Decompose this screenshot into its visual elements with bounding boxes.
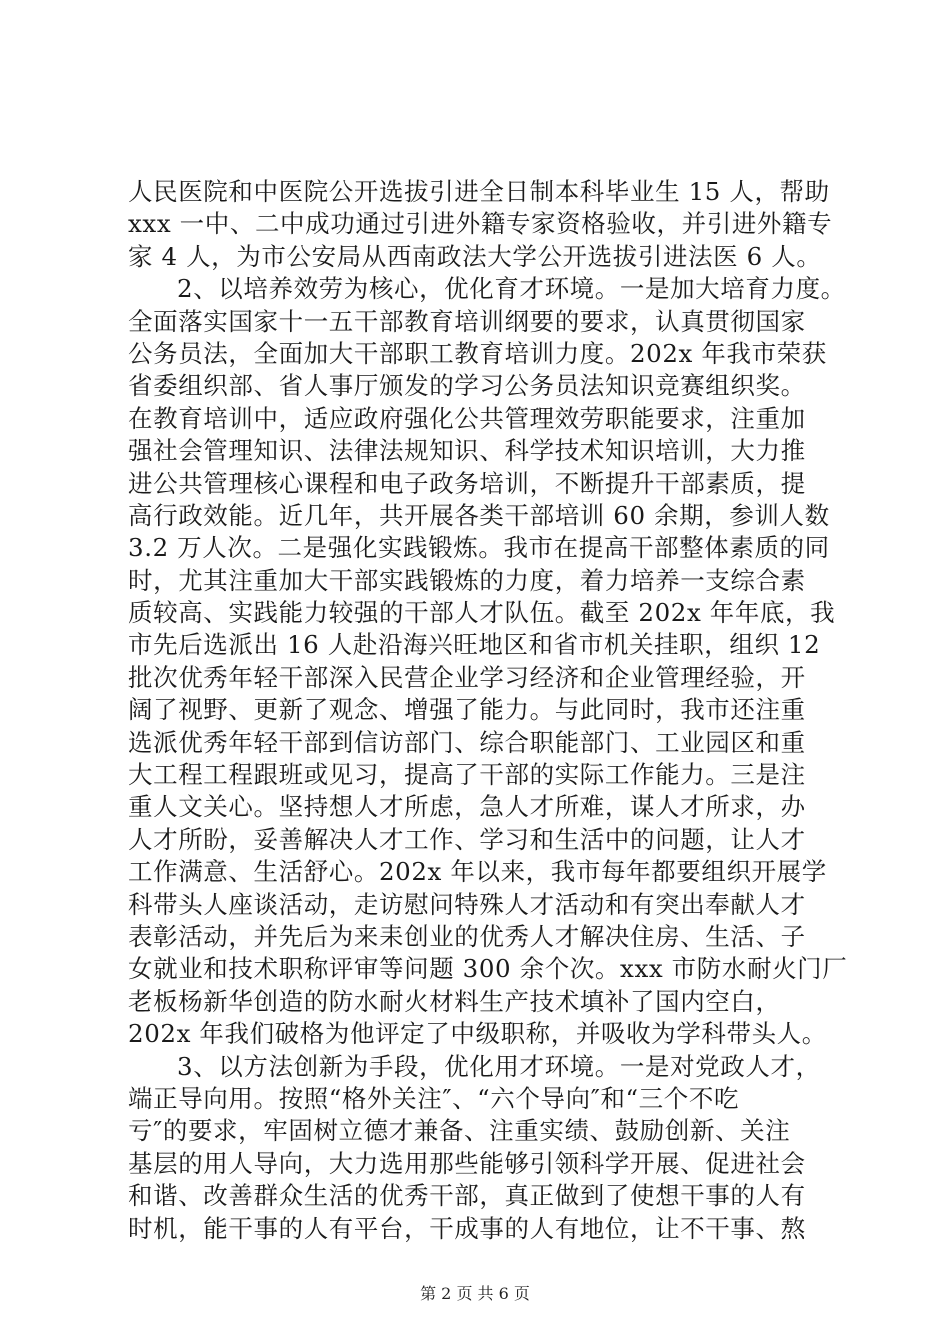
- text-line: 全面落实国家十一五干部教育培训纲要的要求，认真贯彻国家: [128, 306, 806, 336]
- text-line: 在教育培训中，适应政府强化公共管理效劳职能要求，注重加: [128, 403, 806, 433]
- text-line: 女就业和技术职称评审等问题 300 余个次。xxx 市防水耐火门厂: [128, 954, 848, 984]
- text-line: 2、以培养效劳为核心，优化育才环境。一是加大培育力度。: [177, 274, 846, 304]
- text-line: 质较高、实践能力较强的干部人才队伍。截至 202x 年年底，我: [128, 598, 836, 628]
- text-line: 科带头人座谈活动，走访慰问特殊人才活动和有突出奉献人才: [128, 889, 806, 919]
- text-line: 重人文关心。坚持想人才所虑，急人才所难，谋人才所求，办: [128, 792, 806, 822]
- text-line: 公务员法，全面加大干部职工教育培训力度。202x 年我市荣获: [128, 338, 827, 368]
- text-line: 3.2 万人次。二是强化实践锻炼。我市在提高干部整体素质的同: [128, 533, 830, 563]
- text-line: 批次优秀年轻干部深入民营企业学习经济和企业管理经验，开: [128, 662, 806, 692]
- text-line: 时，尤其注重加大干部实践锻炼的力度，着力培养一支综合素: [128, 565, 806, 595]
- text-line: xxx 一中、二中成功通过引进外籍专家资格验收，并引进外籍专: [128, 209, 833, 239]
- text-line: 3、以方法创新为手段，优化用才环境。一是对党政人才，: [177, 1051, 821, 1081]
- text-line: 老板杨新华创造的防水耐火材料生产技术填补了国内空白，: [128, 986, 781, 1016]
- text-line: 基层的用人导向，大力选用那些能够引领科学开展、促进社会: [128, 1148, 806, 1178]
- text-line: 工作满意、生活舒心。202x 年以来，我市每年都要组织开展学: [128, 857, 827, 887]
- text-line: 表彰活动，并先后为来耒创业的优秀人才解决住房、生活、子: [128, 921, 806, 951]
- page-number-footer: 第 2 页 共 6 页: [420, 1284, 530, 1303]
- text-line: 省委组织部、省人事厅颁发的学习公务员法知识竞赛组织奖。: [128, 371, 806, 401]
- text-line: 进公共管理核心课程和电子政务培训，不断提升干部素质，提: [128, 468, 806, 498]
- text-line: 高行政效能。近几年，共开展各类干部培训 60 余期，参训人数: [128, 500, 830, 530]
- text-line: 202x 年我们破格为他评定了中级职称，并吸收为学科带头人。: [128, 1019, 827, 1049]
- text-line: 亏″的要求，牢固树立德才兼备、注重实绩、鼓励创新、关注: [128, 1116, 791, 1146]
- text-line: 阔了视野、更新了观念、增强了能力。与此同时，我市还注重: [128, 695, 806, 725]
- text-line: 强社会管理知识、法律法规知识、科学技术知识培训，大力推: [128, 436, 806, 466]
- text-line: 时机，能干事的人有平台，干成事的人有地位，让不干事、熬: [128, 1213, 806, 1243]
- text-line: 家 4 人，为市公安局从西南政法大学公开选拔引进法医 6 人。: [128, 241, 822, 271]
- text-line: 市先后选派出 16 人赴沿海兴旺地区和省市机关挂职，组织 12: [128, 630, 821, 660]
- text-line: 和谐、改善群众生活的优秀干部，真正做到了使想干事的人有: [128, 1181, 806, 1211]
- text-line: 人才所盼，妥善解决人才工作、学习和生活中的问题，让人才: [128, 824, 806, 854]
- text-line: 选派优秀年轻干部到信访部门、综合职能部门、工业园区和重: [128, 727, 806, 757]
- body-text: [128, 176, 848, 1245]
- text-line: 大工程工程跟班或见习，提高了干部的实际工作能力。三是注: [128, 760, 806, 790]
- text-line: 端正导向用。按照“格外关注″、“六个导向″和“三个不吃: [128, 1083, 740, 1113]
- text-line: 人民医院和中医院公开选拔引进全日制本科毕业生 15 人，帮助: [128, 177, 830, 206]
